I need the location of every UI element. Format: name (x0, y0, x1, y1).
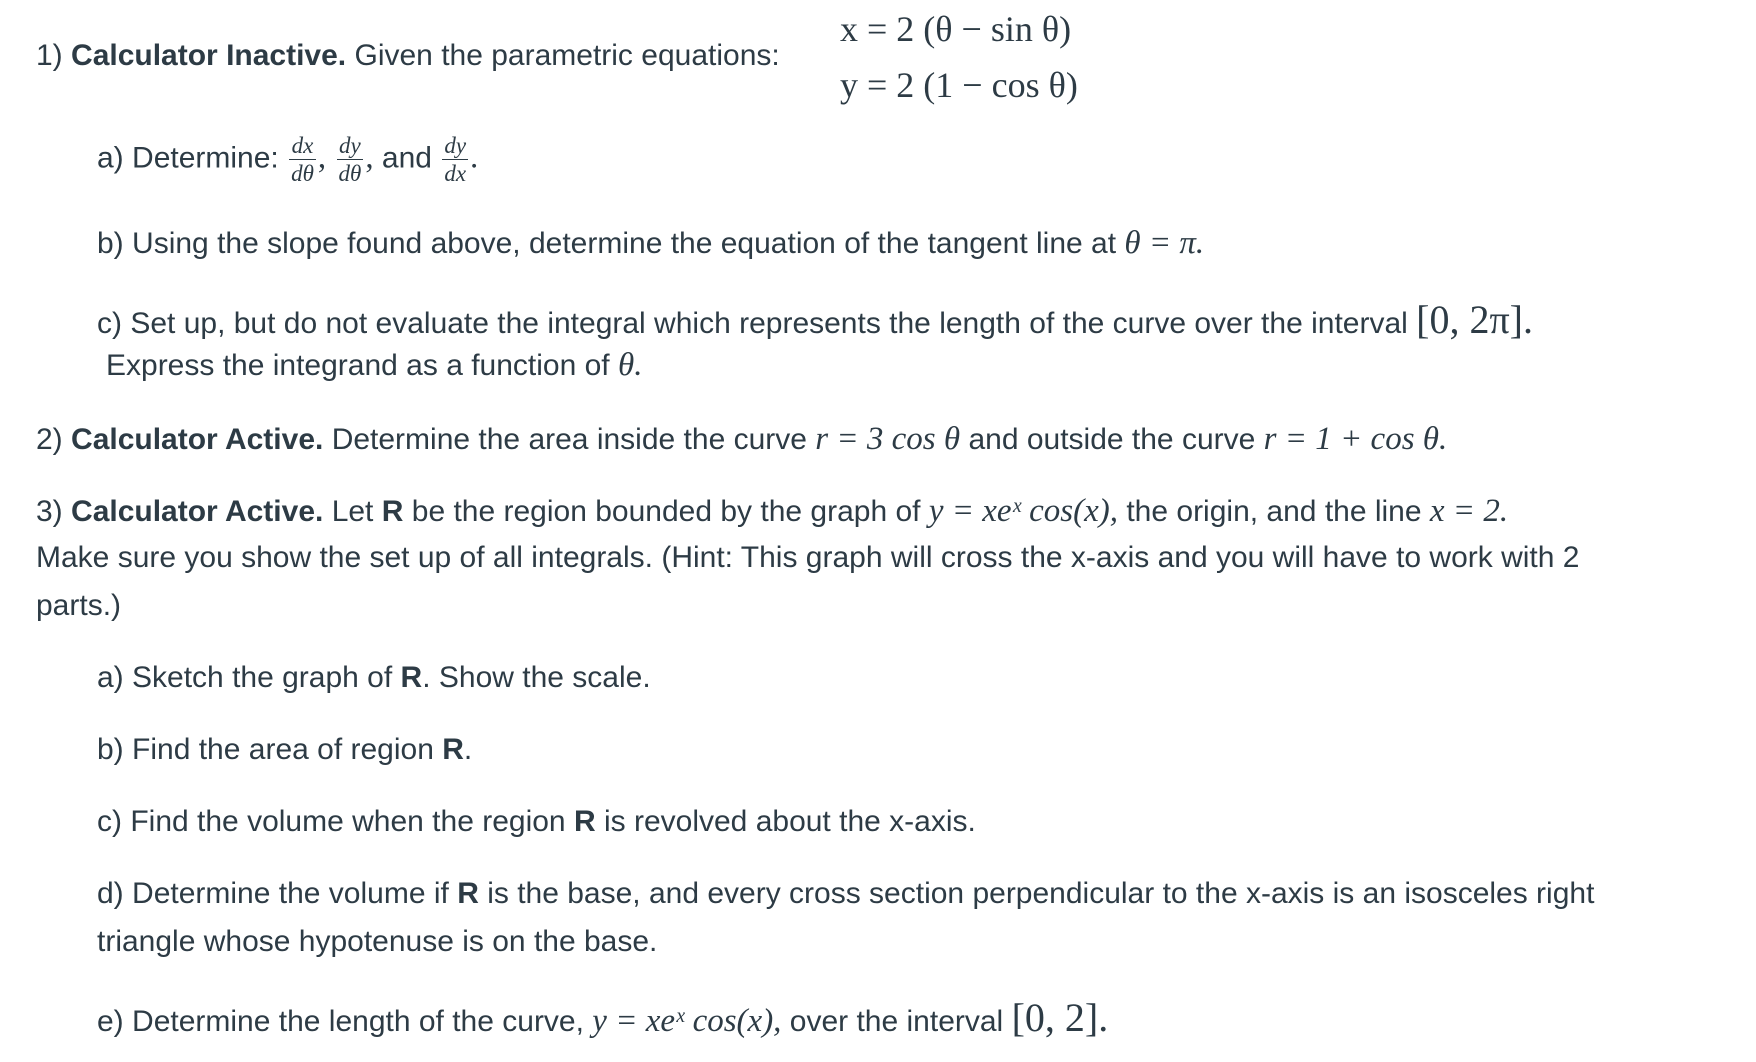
q3c (97, 804, 976, 840)
q3b-text: Find the area of region (132, 733, 434, 766)
q1c-interval: [0, 2π]. (1416, 297, 1533, 342)
q3-text1: Let (331, 495, 374, 528)
q3d-text: Determine the volume if (132, 877, 449, 910)
region-r: R (442, 733, 464, 766)
fraction-dy-dtheta: $\frac{dy}{d\theta}$ (338, 133, 362, 186)
fraction-dx-dtheta: $\frac{dx}{d\theta}$ (291, 133, 314, 186)
q1b (97, 224, 1204, 264)
q3b (97, 732, 472, 768)
region-r: R (573, 805, 596, 838)
q3-line2: Make sure you show the set up of all integrals. (Hint: This graph will cross the x-axis and you will have to work with 2 (36, 541, 1580, 574)
q1b-label: b) (97, 227, 124, 260)
q1-equation-x: x = 2 (θ − sin θ) (840, 9, 1072, 49)
q3c-label: c) (97, 805, 122, 838)
q3-line3: parts.) (36, 589, 122, 622)
q3d (97, 876, 1594, 912)
q2-text2: and outside the curve (968, 423, 1256, 456)
q3-number: 3) (36, 495, 63, 528)
q3c-text: Find the volume when the region (130, 805, 566, 838)
q3b-end: . (463, 733, 473, 766)
q3e-math: y = xeˣ cos(x), (592, 1003, 782, 1039)
q1b-text: Using the slope found above, determine the equation of the tangent line at (132, 227, 1117, 260)
q1-text: Given the parametric equations: (354, 39, 780, 72)
q1-heading: Calculator Inactive. (71, 39, 347, 72)
region-r: R (381, 495, 404, 528)
q3-line1 (36, 492, 1508, 532)
q1a-and: and (381, 141, 432, 175)
region-r: R (400, 661, 423, 694)
q2 (36, 420, 1447, 460)
q3d-text2: is the base, and every cross section perpendicular to the x-axis is an isosceles right (487, 877, 1595, 910)
region-r: R (457, 877, 479, 910)
q1-intro (36, 38, 780, 74)
q1c-text: Set up, but do not evaluate the integral which represents the length of the curve over the interval (130, 307, 1408, 340)
q3d-line2: triangle whose hypotenuse is on the base. (97, 925, 658, 958)
q3-math2: x = 2. (1429, 493, 1509, 529)
q2-heading: Calculator Active. (71, 423, 324, 456)
q1a-label: a) (97, 141, 124, 175)
q3b-label: b) (97, 733, 124, 766)
q3e (97, 994, 1108, 1042)
q3a-text: Sketch the graph of (132, 661, 393, 694)
q3-heading: Calculator Active. (71, 495, 324, 528)
q3-math1: y = xeˣ cos(x), (928, 493, 1118, 529)
q3d-label: d) (97, 877, 124, 910)
q3e-label: e) (97, 1005, 124, 1038)
fraction-dy-dx: $\frac{dy}{dx}$ (444, 133, 467, 186)
q1c-line2 (106, 346, 642, 386)
q1c-text2: Express the integrand as a function of (106, 349, 610, 382)
q3c-text2: is revolved about the x-axis. (603, 805, 976, 838)
q1-number: 1) (36, 39, 63, 72)
q1a-text: Determine: (132, 141, 279, 175)
q1c-theta: θ. (618, 347, 643, 383)
q2-number: 2) (36, 423, 63, 456)
q3a-label: a) (97, 661, 124, 694)
q3-text2: be the region bounded by the graph of (411, 495, 921, 528)
q2-math2: r = 1 + cos θ. (1263, 421, 1448, 457)
q1a: a) Determine: $\frac{dx}{d\theta}$ , $\frac{dy}{d\theta}$ , and $\frac{dy}{dx}$ . (97, 133, 479, 186)
q3e-text2: over the interval (789, 1005, 1004, 1038)
q3e-interval: [0, 2]. (1011, 995, 1109, 1040)
q3-text3: the origin, and the line (1126, 495, 1422, 528)
q1-equation-y: y = 2 (1 − cos θ) (840, 65, 1078, 105)
q3e-text: Determine the length of the curve, (132, 1005, 584, 1038)
q2-math1: r = 3 cos θ (815, 421, 961, 457)
q3a (97, 660, 651, 696)
q2-text1: Determine the area inside the curve (331, 423, 807, 456)
q1c-label: c) (97, 307, 122, 340)
q1c (97, 296, 1533, 344)
q3a-text2: . Show the scale. (422, 661, 651, 694)
q1b-math: θ = π. (1124, 225, 1205, 261)
